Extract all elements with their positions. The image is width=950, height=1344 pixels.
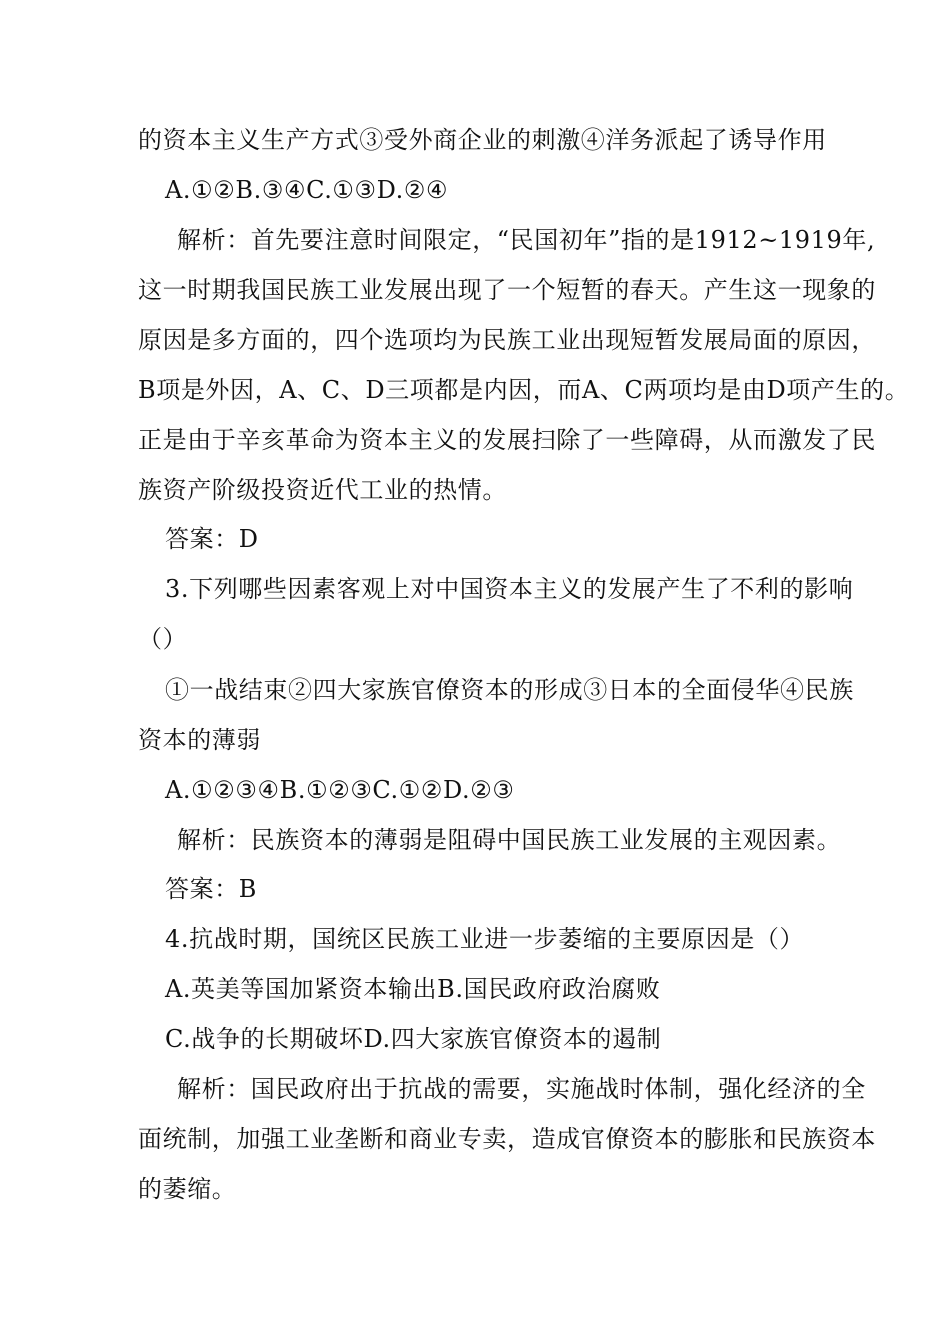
analysis-text: 解析：国民政府出于抗战的需要，实施战时体制，强化经济的全 — [177, 1075, 866, 1103]
text-line: 原因是多方面的，四个选项均为民族工业出现短暂发展局面的原因， — [138, 326, 876, 354]
answer-options: A.①②B.③④C.①③D.②④ — [165, 176, 449, 204]
text-line: B项是外因，A、C、D三项都是内因，而A、C两项均是由D项产生的。 — [138, 376, 910, 404]
text-line: 面统制，加强工业垄断和商业专卖，造成官僚资本的膨胀和民族资本 — [138, 1125, 876, 1153]
text-line: 这一时期我国民族工业发展出现了一个短暂的春天。产生这一现象的 — [138, 276, 876, 304]
text-line: 资本的薄弱 — [138, 726, 261, 754]
question-text: 4.抗战时期，国统区民族工业进一步萎缩的主要原因是（） — [165, 925, 805, 953]
question-text: 3.下列哪些因素客观上对中国资本主义的发展产生了不利的影响 — [165, 575, 854, 603]
text-line: 的萎缩。 — [138, 1175, 237, 1203]
answer-text: 答案：D — [165, 525, 259, 553]
answer-options: C.战争的长期破坏D.四大家族官僚资本的遏制 — [165, 1025, 662, 1053]
question-options: ①一战结束②四大家族官僚资本的形成③日本的全面侵华④民族 — [165, 676, 854, 704]
analysis-text: 解析：民族资本的薄弱是阻碍中国民族工业发展的主观因素。 — [177, 826, 842, 854]
text-line: （） — [138, 625, 188, 653]
text-line: 正是由于辛亥革命为资本主义的发展扫除了一些障碍，从而激发了民 — [138, 426, 876, 454]
text-line: 的资本主义生产方式③受外商企业的刺激④洋务派起了诱导作用 — [138, 126, 827, 154]
analysis-text: 解析：首先要注意时间限定，“民国初年”指的是1912~1919年, — [177, 226, 876, 254]
answer-text: 答案：B — [165, 875, 258, 903]
text-line: 族资产阶级投资近代工业的热情。 — [138, 476, 507, 504]
answer-options: A.①②③④B.①②③C.①②D.②③ — [165, 776, 515, 804]
answer-options: A.英美等国加紧资本输出B.国民政府政治腐败 — [165, 975, 661, 1003]
